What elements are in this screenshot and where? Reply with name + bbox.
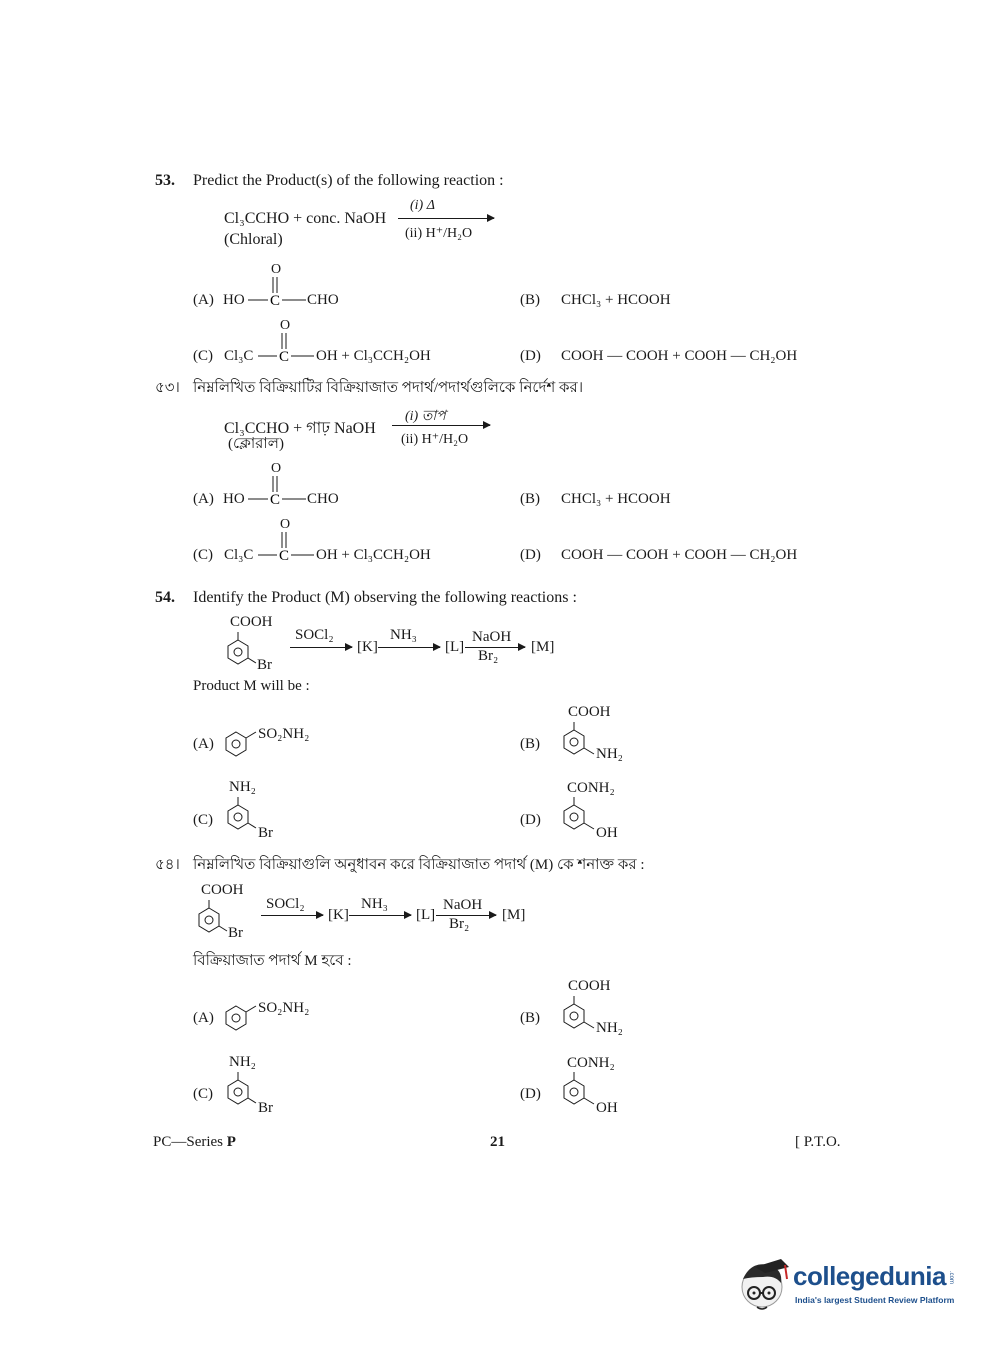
q53-condition-2: (ii) H⁺/H₂O: [405, 226, 473, 241]
q53-question: Predict the Product(s) of the following reaction :: [193, 172, 504, 189]
q54-intermediate-l: [L]: [445, 639, 465, 655]
q54-bn-intermediate-k: [K]: [328, 907, 349, 923]
q53-bn-option-d-text: COOH — COOH + COOH — CH₂OH: [561, 547, 798, 563]
q54-bn-option-c-label: (C): [193, 1086, 213, 1102]
q53-bn-condition-1: (i) তাপ: [405, 409, 446, 424]
q53-option-a-left: HO: [223, 292, 245, 308]
q54-bn-option-b-label: (B): [520, 1010, 540, 1026]
q54-bn-option-d-sub: OH: [596, 1100, 618, 1116]
q54-bn-option-b-top: COOH: [568, 978, 611, 994]
q53-option-c-oxygen: O: [280, 318, 291, 333]
q53-bn-reactant: Cl₃CCHO + গাঢ় NaOH: [224, 420, 376, 437]
page-number: 21: [490, 1134, 505, 1150]
logo-tagline: India's largest Student Review Platform: [795, 1295, 955, 1305]
footer-series: [153, 1134, 236, 1151]
q54-number: 54.: [155, 589, 175, 606]
svg-text:C: C: [270, 492, 281, 504]
q54-reagent-2: NH₃: [390, 627, 417, 643]
q54-bn-option-c-top: NH₂: [229, 1054, 256, 1070]
q54-arrow-2: [378, 647, 440, 648]
q54-bn-reagent-3b: Br₂: [449, 916, 470, 932]
q54-option-a-sub: SO₂NH₂: [258, 726, 310, 742]
q53-bn-option-c-oxygen: O: [280, 517, 291, 532]
q54-start-cooh: COOH: [230, 614, 273, 630]
q53-reactant-name: (Chloral): [224, 231, 283, 248]
q54-arrow-1: [290, 647, 352, 648]
q54-option-b-sub: NH₂: [596, 746, 623, 762]
footer-series-letter: P: [226, 1134, 236, 1150]
q54-bn-option-c-sub: Br: [258, 1100, 273, 1116]
q53-option-c-right: OH + Cl₃CCH₂OH: [316, 348, 431, 364]
q53-bn-option-b-label: (B): [520, 491, 540, 507]
q54-option-c-top: NH₂: [229, 779, 256, 795]
q54-bn-number: ৫৪।: [155, 857, 180, 873]
q53-option-c-bonds: [258, 331, 318, 361]
q53-bn-condition-2: (ii) H⁺/H₂O: [401, 432, 469, 447]
collegedunia-logo: [735, 1255, 960, 1325]
q53-bn-option-c-label: (C): [193, 547, 213, 563]
q54-option-d-sub: OH: [596, 825, 618, 841]
q53-bn-number: ৫৩।: [155, 380, 180, 396]
q54-option-a-label: (A): [193, 736, 214, 752]
q54-product-line: Product M will be :: [193, 678, 310, 694]
logo-mascot-icon: [735, 1255, 793, 1325]
q54-bn-reagent-2: NH₃: [361, 896, 388, 912]
q53-bn-option-a-left: HO: [223, 491, 245, 507]
q54-bn-option-a-label: (A): [193, 1010, 214, 1026]
q54-bn-option-b-sub: NH₂: [596, 1020, 623, 1036]
svg-text:C: C: [270, 293, 281, 305]
q53-option-d-label: (D): [520, 348, 541, 364]
logo-com: .com: [948, 1271, 954, 1285]
q54-reagent-1: SOCl₂: [295, 627, 334, 643]
q54-bn-option-a-sub: SO₂NH₂: [258, 1000, 310, 1016]
q54-option-b-top: COOH: [568, 704, 611, 720]
q53-option-b-text: CHCl₃ + HCOOH: [561, 292, 671, 308]
q54-bn-product-m: [M]: [502, 907, 526, 923]
q54-option-c-label: (C): [193, 812, 213, 828]
q53-option-a-bonds: [248, 275, 308, 305]
q54-option-b-label: (B): [520, 736, 540, 752]
svg-text:C: C: [279, 548, 290, 560]
q53-option-a-label: (A): [193, 292, 214, 308]
q54-option-d-top: CONH₂: [567, 780, 615, 796]
q54-reagent-3a: NaOH: [472, 629, 512, 645]
q54-reagent-3b: Br₂: [478, 648, 499, 664]
q54-bn-option-d-label: (D): [520, 1086, 541, 1102]
q53-option-c-label: (C): [193, 348, 213, 364]
q54-bn-reagent-1: SOCl₂: [266, 896, 305, 912]
q54-bn-reagent-3a: NaOH: [443, 897, 483, 913]
q54-bn-option-d-top: CONH₂: [567, 1055, 615, 1071]
q53-reaction-arrow: [398, 218, 494, 219]
q53-bn-option-c-left: Cl₃C: [224, 547, 254, 563]
q53-bn-option-b-text: CHCl₃ + HCOOH: [561, 491, 671, 507]
q54-bn-question: নিম্নলিখিত বিক্রিয়াগুলি অনুধাবন করে বিক্রিয়াজাত পদার্থ (M) কে শনাক্ত কর :: [193, 857, 645, 873]
q54-product-m: [M]: [531, 639, 555, 655]
q54-option-a-benzene-icon: [222, 728, 262, 758]
q54-bn-arrow-1: [261, 915, 323, 916]
pto-label: [ P.T.O.: [795, 1134, 841, 1150]
q53-bn-question: নিম্নলিখিত বিক্রিয়াটির বিক্রিয়াজাত পদার্থ/পদার্থগুলিকে নির্দেশ কর।: [193, 380, 584, 396]
logo-name: collegedunia: [793, 1261, 946, 1291]
q53-bn-option-a-oxygen: O: [271, 461, 282, 476]
q54-bn-start-br: Br: [228, 925, 243, 941]
q54-option-c-sub: Br: [258, 825, 273, 841]
q53-option-c-left: Cl₃C: [224, 348, 254, 364]
q53-option-a-right: CHO: [307, 292, 339, 308]
q53-option-d-text: COOH — COOH + COOH — CH₂OH: [561, 348, 798, 364]
q54-intermediate-k: [K]: [357, 639, 378, 655]
q53-reactant: Cl₃CCHO + conc. NaOH: [224, 210, 387, 227]
q54-bn-product-line: বিক্রিয়াজাত পদার্থ M হবে :: [193, 953, 352, 969]
q54-question: Identify the Product (M) observing the following reactions :: [193, 589, 577, 606]
q53-bn-option-c-right: OH + Cl₃CCH₂OH: [316, 547, 431, 563]
q53-bn-option-d-label: (D): [520, 547, 541, 563]
q53-bn-option-a-bonds: [248, 474, 308, 504]
q53-bn-option-a-label: (A): [193, 491, 214, 507]
q54-option-d-label: (D): [520, 812, 541, 828]
q54-start-br: Br: [257, 657, 272, 673]
q54-bn-intermediate-l: [L]: [416, 907, 436, 923]
q53-number: 53.: [155, 172, 175, 189]
footer-series-text: PC—Series: [153, 1134, 224, 1150]
svg-text:C: C: [279, 349, 290, 361]
q53-option-b-label: (B): [520, 292, 540, 308]
q53-bn-option-c-bonds: [258, 530, 318, 560]
q53-bn-reaction-arrow: [392, 425, 490, 426]
q53-bn-option-a-right: CHO: [307, 491, 339, 507]
q53-option-a-oxygen: O: [271, 262, 282, 277]
q54-bn-arrow-2: [349, 915, 411, 916]
q54-bn-start-cooh: COOH: [201, 882, 244, 898]
q53-bn-reactant-name: (ক্লোরাল): [228, 436, 284, 452]
q54-bn-option-a-benzene-icon: [222, 1002, 262, 1032]
q53-condition-1: (i) Δ: [410, 198, 435, 213]
